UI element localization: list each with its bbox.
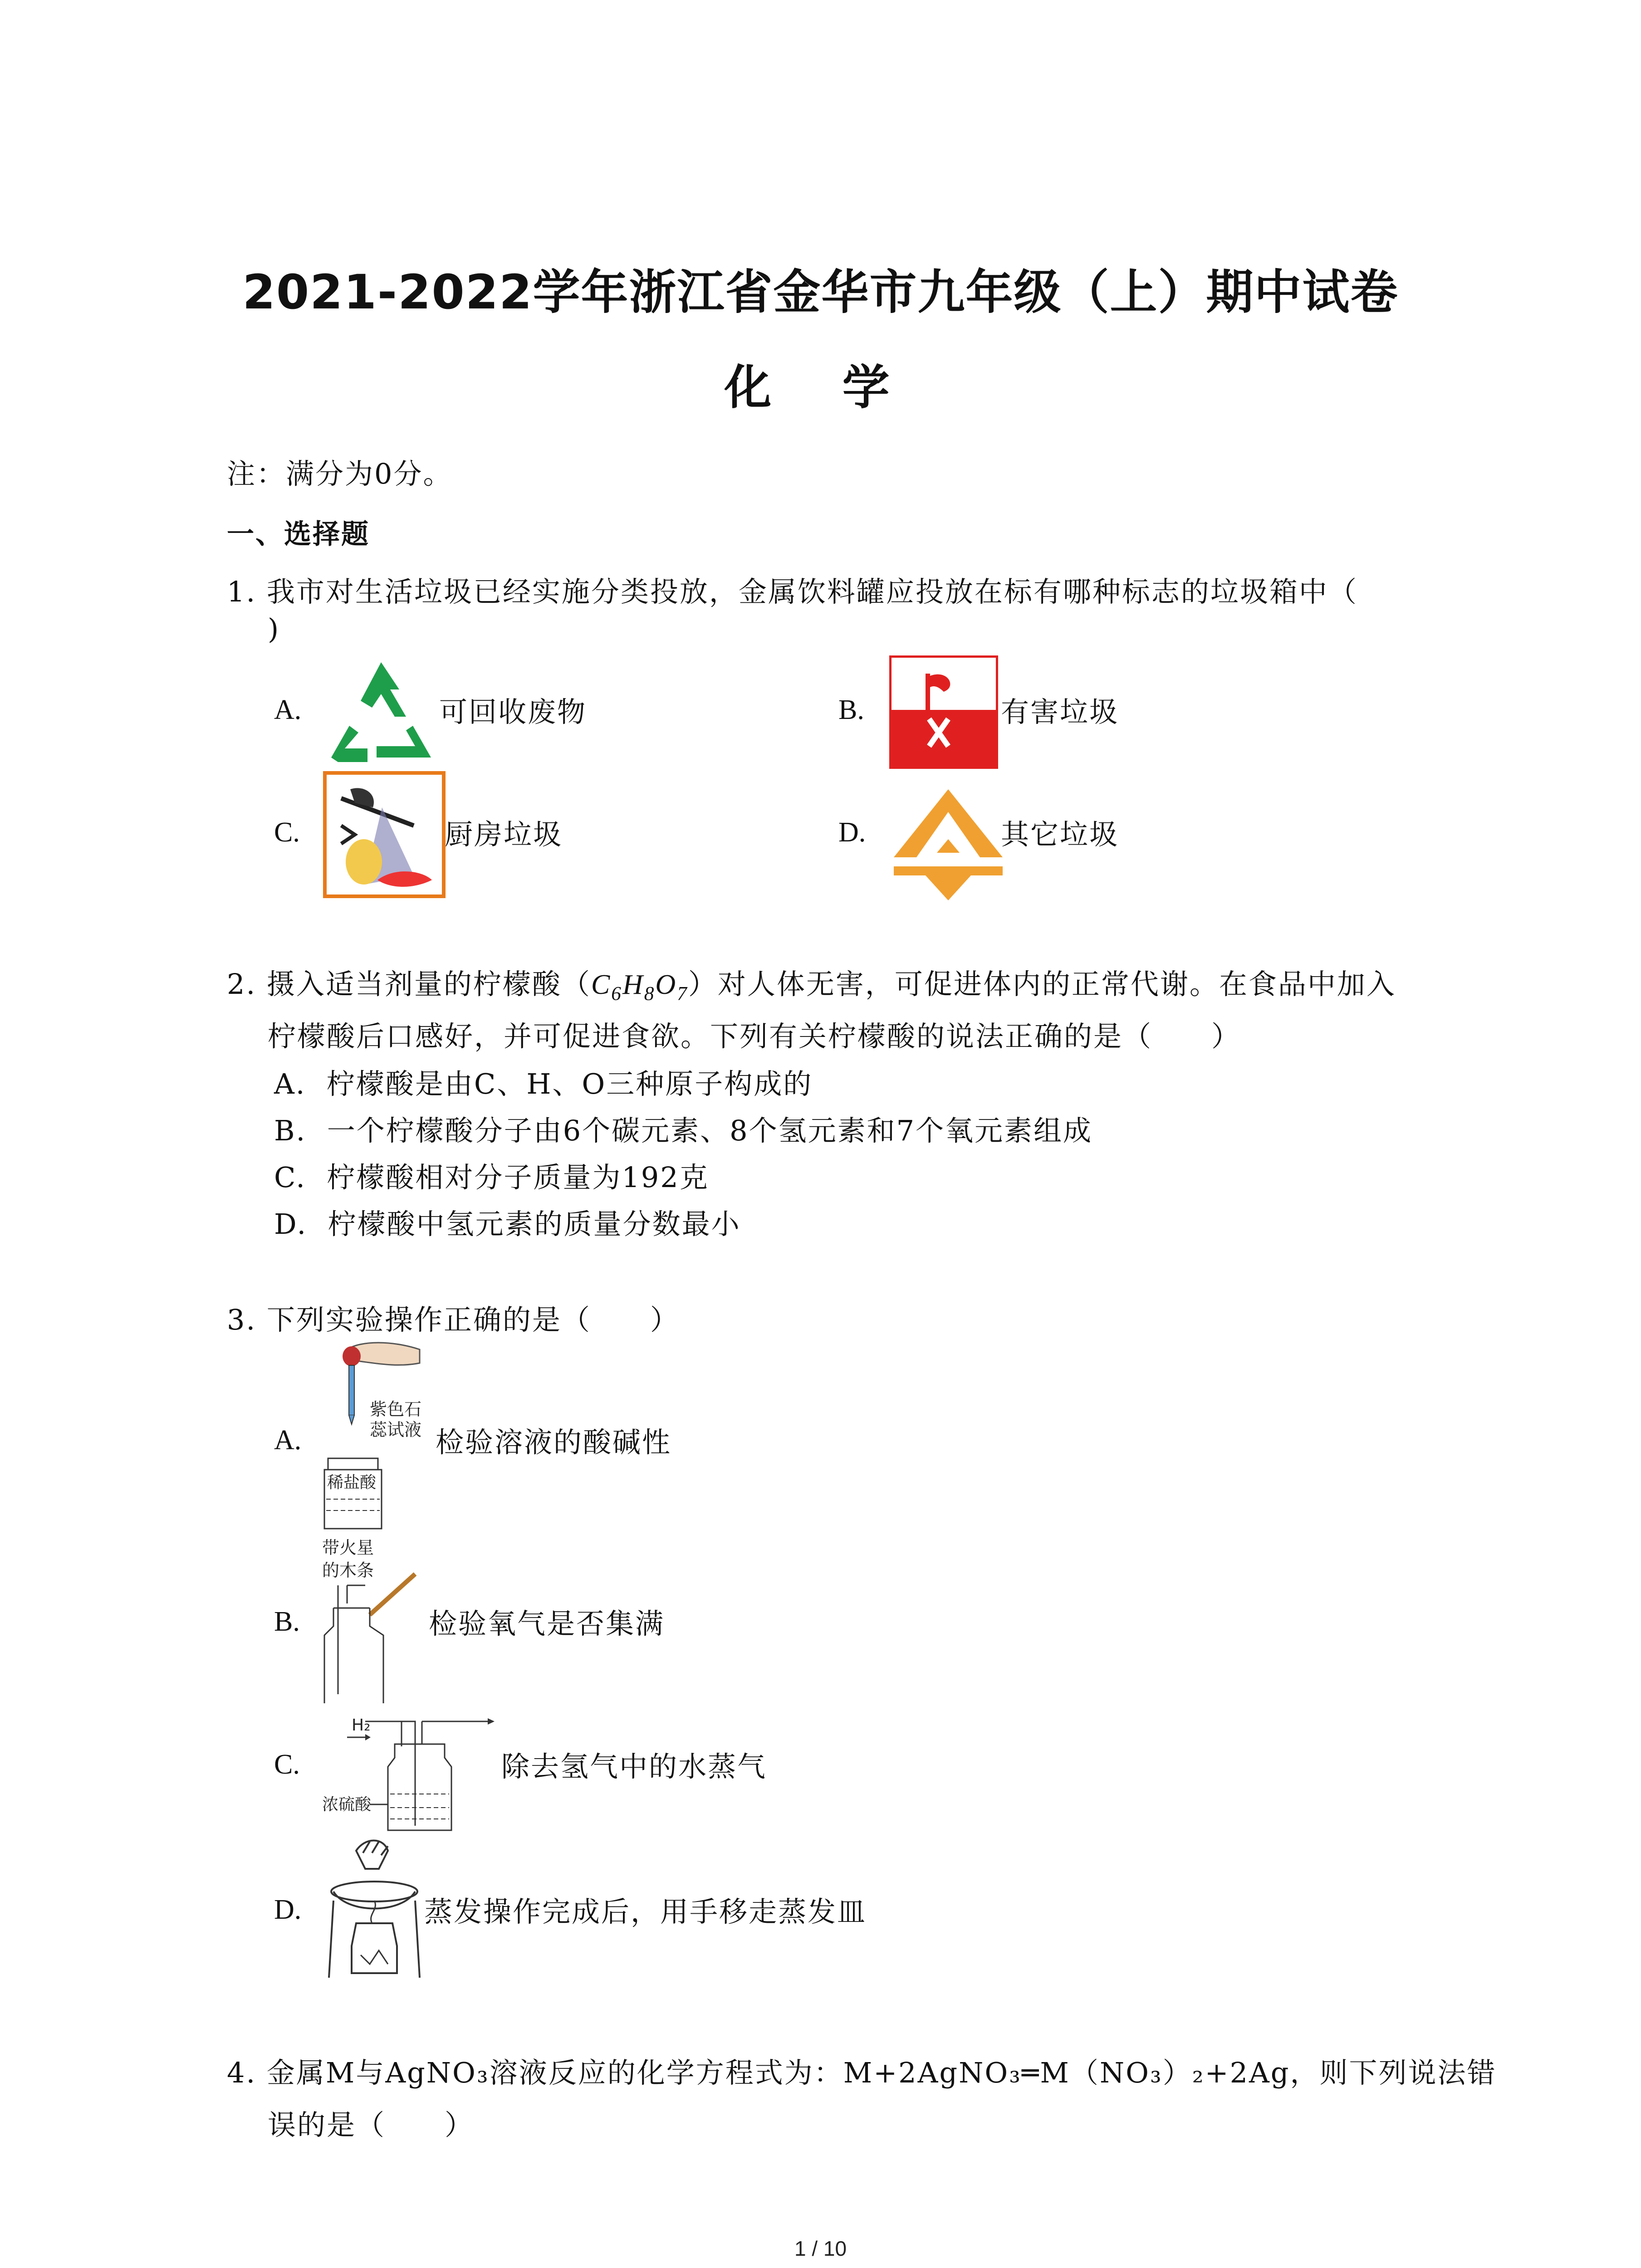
figure-label: 蕊试液 bbox=[370, 1420, 422, 1440]
option-text: 柠檬酸中氢元素的质量分数最小 bbox=[328, 1207, 741, 1241]
option-text: 厨房垃圾 bbox=[445, 818, 563, 851]
figure-label: 的木条 bbox=[322, 1560, 374, 1580]
option-label: B. bbox=[274, 1606, 300, 1637]
option-label: A. bbox=[274, 1425, 302, 1456]
option-row bbox=[274, 1202, 741, 1242]
question-stem: 1. 我市对生活垃圾已经实施分类投放，金属饮料罐应投放在标有哪种标志的垃圾箱中（ bbox=[227, 575, 1358, 608]
question-stem-cont: ) bbox=[268, 612, 280, 645]
option-text: 蒸发操作完成后，用手移走蒸发皿 bbox=[424, 1895, 867, 1928]
section-heading: 一、选择题 bbox=[227, 518, 370, 550]
page-title: 2021-2022学年浙江省金华市九年级（上）期中试卷 bbox=[242, 264, 1399, 320]
question-stem bbox=[227, 962, 1396, 1005]
option-text: 有害垃圾 bbox=[1001, 695, 1119, 728]
evaporation-figure bbox=[320, 1833, 429, 1982]
option-text: 除去氢气中的水蒸气 bbox=[501, 1750, 767, 1783]
option-label: C. bbox=[274, 817, 300, 848]
option-label: D. bbox=[274, 1894, 302, 1925]
citric-acid-formula: $C_6H_8O_7$ bbox=[591, 969, 688, 1005]
score-note: 注：满分为0分。 bbox=[227, 457, 453, 490]
option-row bbox=[274, 1155, 709, 1195]
question-stem: 4. 金属M与AgNO₃溶液反应的化学方程式为：M+2AgNO₃═M（NO₃）₂+2Ag，则下列说法错 bbox=[227, 2056, 1497, 2089]
figure-label: 浓硫酸 bbox=[322, 1795, 372, 1814]
option-text: 可回收废物 bbox=[439, 695, 587, 728]
option-row bbox=[274, 1061, 813, 1102]
figure-label: 紫色石 bbox=[370, 1399, 422, 1419]
other-waste-icon bbox=[889, 785, 1007, 903]
kitchen-waste-icon bbox=[323, 771, 446, 898]
option-label: A. bbox=[274, 1067, 306, 1100]
option-text: 检验溶液的酸碱性 bbox=[436, 1426, 672, 1459]
figure-label: H₂ bbox=[352, 1716, 371, 1735]
option-label: C. bbox=[274, 1161, 306, 1194]
hazardous-waste-icon bbox=[889, 655, 998, 769]
option-label: C. bbox=[274, 1749, 300, 1780]
figure-label: 带火星 bbox=[322, 1538, 374, 1558]
option-text: 检验氧气是否集满 bbox=[429, 1607, 665, 1640]
option-label: A. bbox=[274, 694, 302, 725]
option-row bbox=[274, 1108, 1092, 1149]
question-stem-cont: 误的是（ ） bbox=[268, 2108, 475, 2141]
oxygen-test-figure bbox=[320, 1535, 429, 1703]
question-stem: 3. 下列实验操作正确的是（ ） bbox=[227, 1303, 680, 1336]
stem-part: ）对人体无害，可促进体内的正常代谢。在食品中加入 bbox=[688, 968, 1396, 1001]
option-text: 柠檬酸相对分子质量为192克 bbox=[327, 1161, 709, 1194]
option-text: 一个柠檬酸分子由6个碳元素、8个氢元素和7个氧元素组成 bbox=[327, 1114, 1093, 1147]
page-number: 1 / 10 bbox=[794, 2237, 847, 2260]
option-label: D. bbox=[838, 817, 866, 848]
option-text: 柠檬酸是由C、H、O三种原子构成的 bbox=[326, 1067, 813, 1100]
option-text: 其它垃圾 bbox=[1001, 818, 1119, 851]
gas-washing-figure bbox=[320, 1703, 501, 1835]
option-label: B. bbox=[274, 1114, 307, 1147]
dropper-test-figure bbox=[320, 1336, 429, 1535]
stem-part: 2. 摄入适当剂量的柠檬酸（ bbox=[227, 968, 591, 1001]
figure-label: 稀盐酸 bbox=[327, 1473, 377, 1492]
question-stem-cont: 柠檬酸后口感好，并可促进食欲。下列有关柠檬酸的说法正确的是（ ） bbox=[268, 1020, 1241, 1053]
subject-title: 化 学 bbox=[724, 360, 917, 415]
recycle-icon bbox=[322, 658, 440, 767]
option-label: B. bbox=[838, 694, 864, 725]
option-label: D. bbox=[274, 1207, 308, 1241]
